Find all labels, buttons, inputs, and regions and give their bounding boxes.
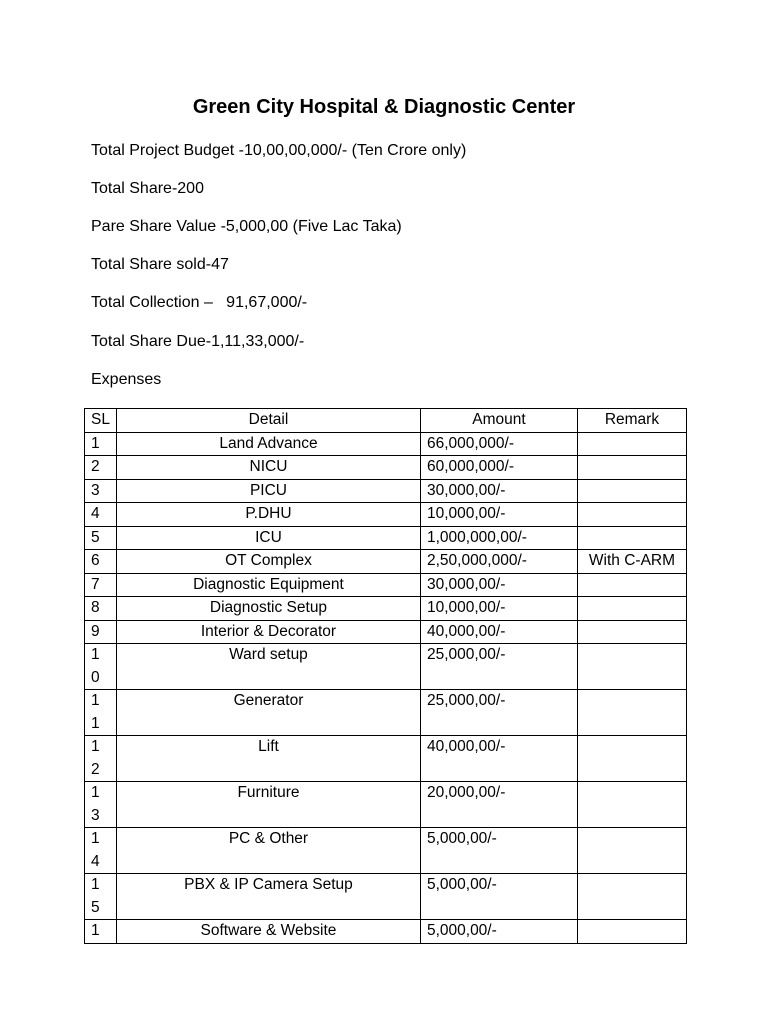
table-row: [85, 782, 687, 828]
cell-sl: [85, 526, 117, 550]
cell-sl: [85, 620, 117, 644]
cell-sl: [85, 874, 117, 920]
cell-sl: [85, 828, 117, 874]
header-sl: SL: [85, 409, 117, 433]
cell-remark: [577, 432, 686, 456]
cell-remark: [577, 736, 686, 782]
sl-number-wrap: 4: [91, 852, 100, 870]
sl-number: 1: [91, 434, 100, 452]
cell-amount: 10,000,00/-: [420, 503, 577, 527]
sl-number: 1: [91, 646, 100, 663]
cell-detail: Land Advance: [116, 432, 420, 456]
cell-remark: [577, 644, 686, 690]
cell-detail: Interior & Decorator: [116, 620, 420, 644]
total-project-budget-line: Total Project Budget -10,00,00,000/- (Ten Crore only): [91, 142, 467, 159]
cell-remark: [577, 828, 686, 874]
cell-sl: [85, 573, 117, 597]
cell-amount: 60,000,000/-: [420, 456, 577, 480]
sl-number: 6: [91, 552, 100, 569]
sl-number: 2: [91, 458, 100, 475]
cell-amount: 20,000,00/-: [420, 782, 577, 828]
table-row: [85, 456, 687, 480]
table-row: [85, 550, 687, 574]
cell-amount: 25,000,00/-: [420, 644, 577, 690]
cell-detail: PICU: [116, 479, 420, 503]
cell-remark: [577, 690, 686, 736]
sl-number: 9: [91, 622, 100, 640]
cell-amount: 40,000,00/-: [420, 620, 577, 644]
pare-share-value-line: Pare Share Value -5,000,00 (Five Lac Taka): [91, 218, 402, 235]
sl-number: 1: [91, 830, 100, 847]
cell-amount: 10,000,00/-: [420, 597, 577, 621]
cell-amount: 30,000,00/-: [420, 479, 577, 503]
sl-number: 1: [91, 738, 100, 755]
cell-detail: Ward setup: [116, 644, 420, 690]
sl-number-wrap: 3: [91, 806, 100, 824]
sl-number: 1: [91, 784, 100, 801]
table-row: [85, 690, 687, 736]
header-amount: Amount: [420, 409, 577, 433]
cell-sl: [85, 503, 117, 527]
cell-detail: ICU: [116, 526, 420, 550]
cell-sl: [85, 920, 117, 944]
sl-number-wrap: 5: [91, 898, 100, 916]
total-share-due-line: Total Share Due-1,11,33,000/-: [91, 333, 305, 350]
cell-detail: Generator: [116, 690, 420, 736]
cell-remark: [577, 782, 686, 828]
sl-number: 7: [91, 575, 100, 593]
cell-detail: PBX & IP Camera Setup: [116, 874, 420, 920]
cell-sl: [85, 644, 117, 690]
sl-number: 4: [91, 505, 100, 522]
cell-detail: Lift: [116, 736, 420, 782]
cell-sl: [85, 479, 117, 503]
cell-amount: 30,000,00/-: [420, 573, 577, 597]
cell-detail: OT Complex: [116, 550, 420, 574]
cell-amount: 40,000,00/-: [420, 736, 577, 782]
table-row: [85, 736, 687, 782]
sl-number-wrap: 2: [91, 760, 100, 778]
table-header-row: [85, 409, 687, 433]
sl-number-wrap: 0: [91, 668, 100, 686]
table-row: [85, 644, 687, 690]
table-row: [85, 503, 687, 527]
table-row: [85, 828, 687, 874]
document-title: Green City Hospital & Diagnostic Center: [192, 96, 576, 118]
cell-amount: 66,000,000/-: [420, 432, 577, 456]
cell-remark: [577, 503, 686, 527]
sl-number-wrap: 1: [91, 714, 100, 732]
table-row: [85, 920, 687, 944]
table-row: [85, 620, 687, 644]
cell-sl: [85, 597, 117, 621]
cell-amount: 5,000,00/-: [420, 828, 577, 874]
expenses-table: [84, 408, 687, 944]
cell-remark: [577, 620, 686, 644]
cell-sl: [85, 690, 117, 736]
total-share-sold-line: Total Share sold-47: [91, 256, 229, 273]
cell-detail: NICU: [116, 456, 420, 480]
sl-number: 8: [91, 599, 100, 616]
cell-detail: Diagnostic Setup: [116, 597, 420, 621]
total-collection-line: Total Collection – 91,67,000/-: [91, 294, 308, 311]
total-share-line: Total Share-200: [91, 180, 204, 197]
cell-detail: Diagnostic Equipment: [116, 573, 420, 597]
cell-detail: PC & Other: [116, 828, 420, 874]
cell-sl: [85, 432, 117, 456]
cell-remark: [577, 456, 686, 480]
cell-remark: [577, 920, 686, 944]
table-row: [85, 526, 687, 550]
cell-sl: [85, 550, 117, 574]
sl-number: 1: [91, 876, 100, 893]
cell-remark: [577, 597, 686, 621]
table-row: [85, 479, 687, 503]
cell-remark: With C-ARM: [577, 550, 686, 574]
cell-remark: [577, 573, 686, 597]
cell-amount: 5,000,00/-: [420, 920, 577, 944]
cell-amount: 2,50,000,000/-: [420, 550, 577, 574]
table-row: [85, 874, 687, 920]
sl-number: 3: [91, 481, 100, 499]
cell-amount: 25,000,00/-: [420, 690, 577, 736]
cell-amount: 5,000,00/-: [420, 874, 577, 920]
sl-number: 5: [91, 528, 100, 546]
table-row: [85, 597, 687, 621]
sl-number: 1: [91, 922, 100, 939]
header-remark: Remark: [577, 409, 686, 433]
cell-detail: P.DHU: [116, 503, 420, 527]
cell-detail: Software & Website: [116, 920, 420, 944]
table-row: [85, 573, 687, 597]
cell-remark: [577, 874, 686, 920]
cell-remark: [577, 479, 686, 503]
table-row: [85, 432, 687, 456]
sl-number: 1: [91, 692, 100, 709]
cell-sl: [85, 736, 117, 782]
cell-sl: [85, 456, 117, 480]
cell-sl: [85, 782, 117, 828]
cell-remark: [577, 526, 686, 550]
cell-amount: 1,000,000,00/-: [420, 526, 577, 550]
expenses-heading: Expenses: [91, 371, 162, 388]
header-detail: Detail: [116, 409, 420, 433]
cell-detail: Furniture: [116, 782, 420, 828]
